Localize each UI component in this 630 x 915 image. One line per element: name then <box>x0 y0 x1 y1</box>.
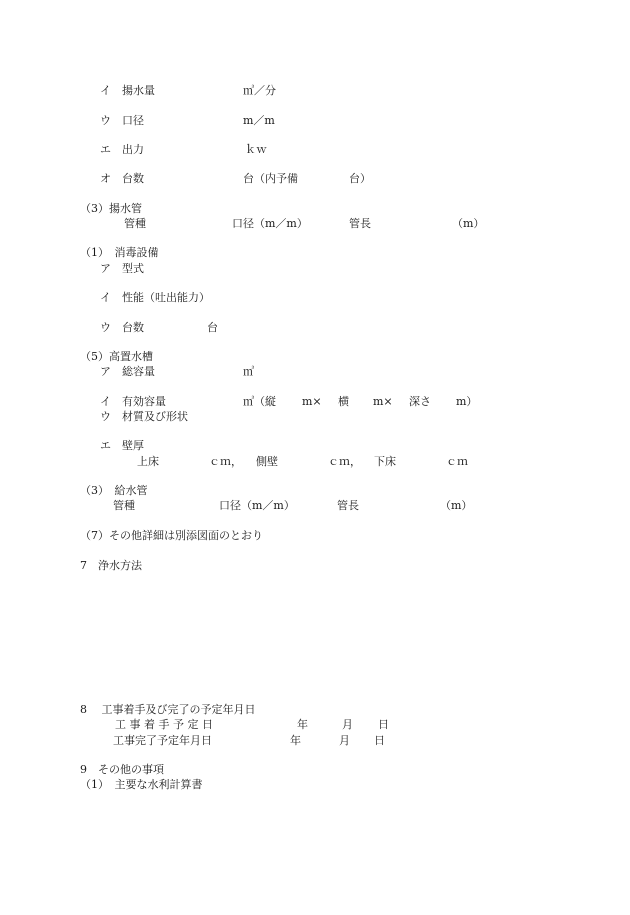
text-segment: ｋｗ <box>245 143 267 156</box>
text-segment: ｃｍ， <box>328 455 361 468</box>
text-segment: 台 <box>207 321 218 334</box>
text-segment: m× <box>302 395 322 408</box>
text-segment: 7 浄水方法 <box>80 559 142 572</box>
text-segment: 口径（m／m） <box>219 499 295 512</box>
text-segment: 日 <box>378 718 389 731</box>
text-segment: 台（内予備 <box>243 172 298 185</box>
text-segment: 側壁 <box>256 455 278 468</box>
text-segment: ウ 口径 <box>100 114 144 127</box>
text-segment: 年 <box>290 734 301 747</box>
text-segment: 工 事 着 手 予 定 日 <box>115 718 213 731</box>
text-segment: 管種 <box>113 499 135 512</box>
text-segment: ア 総容量 <box>100 365 155 378</box>
text-segment: 年 <box>297 718 308 731</box>
text-segment: イ 揚水量 <box>100 84 155 97</box>
text-segment: （7）その他詳細は別添図面のとおり <box>80 529 263 542</box>
text-segment: オ 台数 <box>100 172 144 185</box>
text-segment: エ 壁厚 <box>100 439 144 452</box>
text-segment: 下床 <box>374 455 396 468</box>
text-segment: 工事完了予定年月日 <box>113 734 212 747</box>
text-segment: ㎥／分 <box>243 84 276 97</box>
text-segment: ウ 台数 <box>100 321 144 334</box>
text-segment: （1） 主要な水利計算書 <box>80 778 203 791</box>
text-segment: m／m <box>243 114 275 127</box>
text-segment: （5）高置水槽 <box>80 350 153 363</box>
text-segment: 管種 <box>124 217 146 230</box>
text-segment: 台） <box>349 172 371 185</box>
text-segment: エ 出力 <box>100 143 144 156</box>
text-segment: 8 工事着手及び完了の予定年月日 <box>80 703 256 716</box>
text-segment: （3） 給水管 <box>80 484 148 497</box>
text-segment: 深さ <box>409 395 431 408</box>
text-segment: 上床 <box>137 455 159 468</box>
text-segment: m× <box>373 395 393 408</box>
text-segment: （m） <box>452 217 485 230</box>
text-segment: 管長 <box>349 217 371 230</box>
text-segment: イ 有効容量 <box>100 395 166 408</box>
text-segment: （m） <box>440 499 473 512</box>
text-segment: 管長 <box>337 499 359 512</box>
text-segment: ア 型式 <box>100 262 144 275</box>
text-segment: m） <box>456 395 478 408</box>
text-segment: ウ 材質及び形状 <box>100 410 188 423</box>
text-segment: （1） 消毒設備 <box>80 246 159 259</box>
text-segment: ㎥（縦 <box>243 395 276 408</box>
text-segment: 月 <box>339 734 350 747</box>
text-segment: 日 <box>374 734 385 747</box>
text-segment: ｃｍ <box>446 455 468 468</box>
text-segment: 横 <box>338 395 349 408</box>
text-segment: 月 <box>342 718 353 731</box>
text-segment: 9 その他の事項 <box>80 763 164 776</box>
text-segment: イ 性能（吐出能力） <box>100 291 210 304</box>
text-segment: 口径（m／m） <box>232 217 308 230</box>
text-segment: ｃｍ， <box>209 455 242 468</box>
text-segment: ㎥ <box>243 365 254 378</box>
text-segment: （3）揚水管 <box>80 202 142 215</box>
